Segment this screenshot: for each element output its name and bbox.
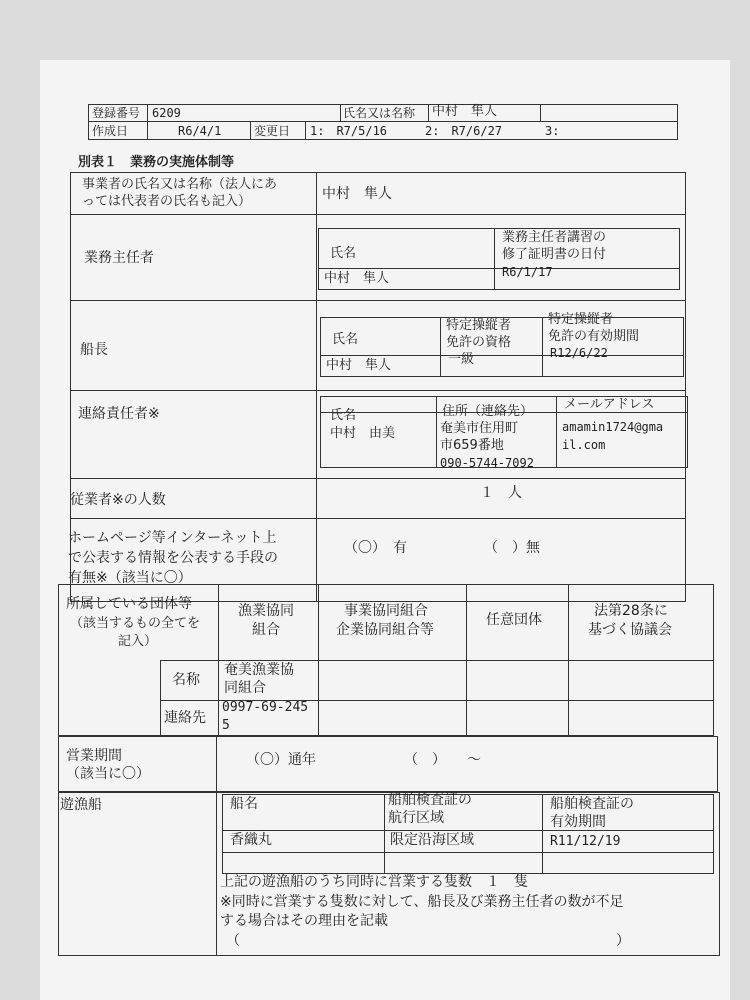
boats-paren-close: ）	[616, 933, 630, 949]
period-year-round: （〇）通年	[246, 752, 316, 768]
groups-name-1: 奄美漁業協	[224, 662, 294, 678]
period-table	[58, 736, 718, 792]
manager-cert-date: R6/1/17	[502, 265, 553, 279]
operator-label-2: っては代表者の氏名も記入）	[82, 194, 252, 209]
change-label: 変更日	[254, 124, 291, 138]
operator-label: 事業者の氏名又は名称（法人にあ	[82, 177, 278, 192]
boats-note-1: 上記の遊漁船のうち同時に営業する隻数 １ 隻	[220, 874, 528, 890]
boat-area: 限定沿海区域	[390, 832, 474, 848]
boats-note-3: する場合はその理由を記載	[220, 913, 388, 929]
boats-note-2: ※同時に営業する隻数に対して、船長及び業務主任者の数が不足	[220, 894, 624, 910]
period-label: 営業期間	[66, 748, 122, 764]
boats-col-area-2: 航行区域	[388, 810, 444, 826]
section-title: 別表１ 業務の実施体制等	[78, 155, 235, 170]
captain-name: 中村 隼人	[326, 358, 392, 373]
name-label: 氏名又は名称	[343, 106, 416, 120]
manager-label: 業務主任者	[84, 250, 154, 266]
groups-label-2: （該当するもの全てを	[70, 616, 201, 631]
groups-col-business-2: 企業協同組合等	[336, 622, 434, 638]
boats-col-valid-2: 有効期間	[550, 814, 606, 830]
change-3: 3:	[545, 124, 560, 138]
boats-label: 遊漁船	[60, 797, 102, 813]
boat-name: 香織丸	[230, 832, 272, 848]
period-range: （ ） ～	[404, 752, 481, 768]
manager-col-name: 氏名	[330, 246, 357, 261]
groups-label-3: 記入）	[118, 634, 158, 649]
contact-mail-2: il.com	[562, 438, 606, 452]
contact-addr-3: 090-5744-7092	[440, 456, 534, 470]
created-value: R6/4/1	[178, 124, 222, 138]
operator-value: 中村 隼人	[322, 186, 392, 202]
groups-col-voluntary: 任意団体	[486, 612, 542, 628]
change-2: 2: R7/6/27	[425, 124, 503, 138]
captain-col-qual-2: 免許の資格	[446, 335, 512, 350]
groups-label: 所属している団体等	[66, 596, 192, 612]
contact-addr-2: 市659番地	[440, 438, 504, 453]
boats-paren-open: （	[226, 933, 240, 949]
contact-col-addr: 住所（連絡先）	[442, 404, 534, 419]
groups-name-label: 名称	[172, 672, 200, 688]
period-label-2: （該当に〇）	[66, 766, 150, 782]
reg-value: 6209	[152, 106, 181, 120]
contact-mail-1: amamin1724@gma	[562, 420, 664, 434]
manager-col-cert: 業務主任者講習の	[502, 230, 607, 245]
boats-col-valid: 船舶検査証の	[550, 796, 634, 812]
groups-phone-1: 0997-69-245	[222, 700, 309, 715]
groups-phone-2: 5	[222, 718, 230, 733]
groups-col-business: 事業協同組合	[344, 603, 428, 619]
manager-col-cert-2: 修了証明書の日付	[502, 247, 607, 262]
groups-name-2: 同組合	[224, 680, 266, 696]
employees-value: １ 人	[480, 485, 522, 501]
contact-col-mail: メールアドレス	[564, 397, 655, 412]
name-value: 中村 隼人	[432, 104, 498, 119]
employees-label: 従業者※の人数	[70, 492, 166, 508]
captain-label: 船長	[80, 342, 108, 358]
captain-col-qual: 特定操縦者	[446, 318, 512, 333]
internet-no: （ ）無	[484, 540, 540, 556]
captain-valid: R12/6/22	[550, 346, 608, 360]
captain-col-valid-2: 免許の有効期間	[548, 329, 640, 344]
contact-addr-1: 奄美市住用町	[440, 421, 519, 436]
reg-label: 登録番号	[92, 106, 141, 120]
internet-label: ホームページ等インターネット上	[68, 530, 277, 546]
created-label: 作成日	[92, 124, 129, 138]
groups-col-fishery-2: 組合	[252, 622, 280, 638]
captain-col-valid: 特定操縦者	[548, 312, 614, 327]
boats-col-area: 船舶検査証の	[388, 792, 472, 808]
boat-valid: R11/12/19	[550, 834, 621, 849]
contact-col-name: 氏名	[330, 408, 357, 423]
boats-col-name: 船名	[230, 796, 258, 812]
internet-label-2: で公表する情報を公表する手段の	[68, 550, 278, 566]
groups-col-council: 法第28条に	[594, 603, 668, 619]
internet-yes: （〇） 有	[344, 540, 407, 556]
captain-qual: 一級	[448, 352, 475, 367]
groups-col-council-2: 基づく協議会	[588, 622, 672, 638]
change-1: 1: R7/5/16	[310, 124, 388, 138]
manager-name: 中村 隼人	[324, 271, 390, 286]
groups-col-fishery: 漁業協同	[238, 603, 294, 619]
groups-contact-label: 連絡先	[164, 710, 206, 726]
captain-col-name: 氏名	[332, 332, 359, 347]
internet-label-3: 有無※（該当に〇）	[68, 570, 192, 586]
contact-label: 連絡責任者※	[78, 406, 160, 422]
contact-name: 中村 由美	[330, 426, 396, 441]
